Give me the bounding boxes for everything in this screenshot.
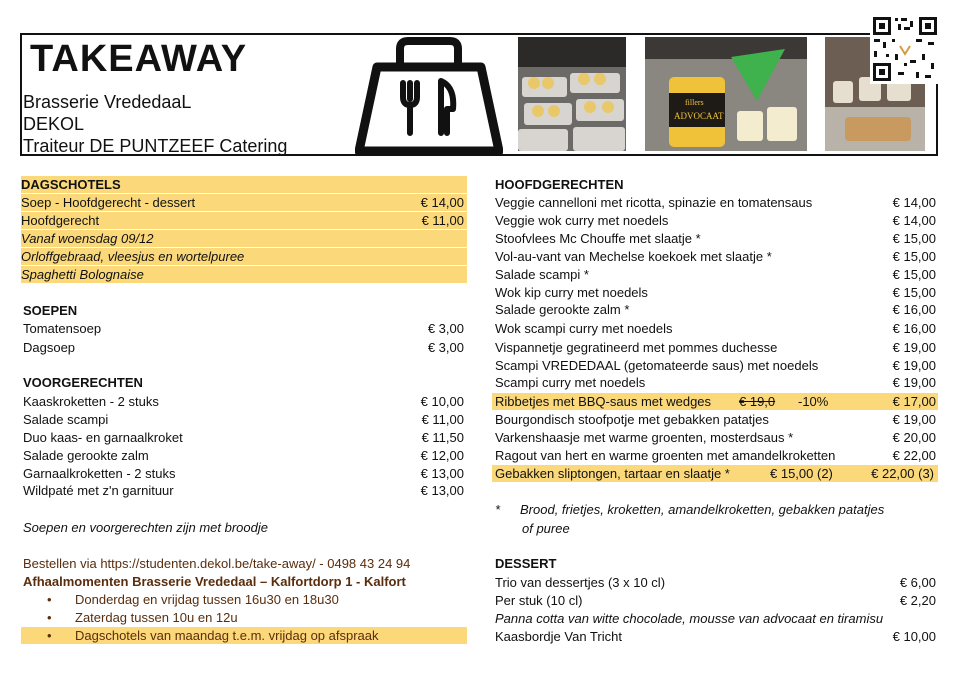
hoofdgerecht-row [495, 320, 936, 337]
hoofdgerecht-name: Bourgondisch stoofpotje met gebakken patatjes [495, 412, 769, 427]
hoofdgerecht-price: € 19,00 [892, 340, 936, 355]
soep-name: Dagsoep [23, 340, 76, 355]
voorgerechten-heading: VOORGERECHTEN [23, 375, 143, 390]
hoofdgerecht-price: € 19,00 [892, 412, 936, 427]
hoofdgerecht-price: € 15,00 [892, 231, 936, 246]
dessert-name: Trio van dessertjes (3 x 10 cl) [495, 575, 666, 590]
voorgerecht-price: € 12,00 [420, 448, 464, 463]
hoofdgerecht-row [495, 357, 936, 374]
hoofdgerecht-row [495, 374, 936, 391]
hoofdgerecht-name: Wok scampi curry met noedels [495, 321, 673, 336]
dagschotel-name: Soep - Hoofdgerecht - dessert [21, 195, 196, 210]
hoofdgerecht-row [495, 284, 936, 301]
hoofdgerecht-row [495, 266, 936, 283]
footnote-line: Brood, frietjes, kroketten, amandelkroketten, gebakken patatjes [520, 502, 885, 517]
hoofdgerecht-price: € 17,00 [892, 394, 936, 409]
hoofdgerecht-price: € 15,00 [892, 249, 936, 264]
dessert-heading: DESSERT [495, 556, 557, 571]
hoofdgerecht-price: € 14,00 [892, 195, 936, 210]
hoofdgerecht-name: Gebakken sliptongen, tartaar en slaatje * [495, 466, 730, 481]
pickup-bullet: • Zaterdag tussen 10u en 12u [47, 610, 238, 625]
hoofdgerecht-name: Varkenshaasje met warme groenten, mosterdsaus * [495, 430, 794, 445]
dagschotel-name: Hoofdgerecht [21, 213, 100, 228]
hoofdgerecht-name: Ragout van hert en warme groenten met amandelkroketten [495, 448, 836, 463]
voorgerecht-name: Wildpaté met z'n garnituur [23, 483, 174, 498]
soep-row [23, 339, 464, 356]
hoofdgerecht-row [495, 339, 936, 356]
dagschotel-note: Spaghetti Bolognaise [21, 266, 467, 283]
pickup-bullet: • Donderdag en vrijdag tussen 16u30 en 18u30 [47, 592, 339, 607]
voorgerecht-row [23, 429, 464, 446]
dagschotel-row [21, 212, 467, 229]
dagschotel-price: € 11,00 [421, 213, 464, 228]
hoofdgerecht-name: Ribbetjes met BBQ-saus met wedges [495, 394, 712, 409]
dessert-price: € 6,00 [899, 575, 936, 590]
hoofdgerecht-name: Salade scampi * [495, 267, 589, 282]
pickup-bullet-text: Dagschotels van maandag t.e.m. vrijdag op afspraak [75, 628, 379, 643]
dessert-price: € 2,20 [899, 593, 936, 608]
pickup-bullet: • Dagschotels van maandag t.e.m. vrijdag op afspraak [21, 627, 467, 644]
soep-row [23, 320, 464, 337]
dagschotel-note: Vanaf woensdag 09/12 [21, 230, 467, 247]
jar-label-text: ADVOCAAT [674, 111, 724, 121]
hoofdgerecht-name: Scampi VREDEDAAL (getomateerde saus) met noedels [495, 358, 819, 373]
voorgerecht-price: € 13,00 [420, 483, 464, 498]
voorgerecht-row [23, 393, 464, 410]
hoofdgerecht-name: Vol-au-vant van Mechelse koekoek met slaatje * [495, 249, 772, 264]
voorgerecht-name: Salade gerookte zalm [23, 448, 149, 463]
mid-price: € 15,00 (2) [770, 466, 833, 481]
order-link[interactable]: Bestellen via https://studenten.dekol.be/take-away/ - 0498 43 24 94 [23, 556, 411, 571]
qr-code-icon[interactable] [870, 14, 940, 84]
pickup-bullet-text: Zaterdag tussen 10u en 12u [75, 610, 238, 625]
discount-badge: -10% [798, 394, 829, 409]
soep-price: € 3,00 [427, 321, 464, 336]
dessert-row [495, 592, 936, 609]
hoofdgerecht-price: € 16,00 [892, 302, 936, 317]
header-line-dekol: DEKOL [23, 114, 85, 134]
voorgerecht-row [23, 411, 464, 428]
hoofdgerecht-price: € 15,00 [892, 267, 936, 282]
dessert-note: Panna cotta van witte chocolade, mousse van advocaat en tiramisu [495, 611, 884, 626]
header-line-catering: Traiteur DE PUNTZEEF Catering [23, 136, 288, 156]
dagschotel-row [21, 194, 467, 211]
dessert-name: Per stuk (10 cl) [495, 593, 583, 608]
hoofdgerecht-row [495, 429, 936, 446]
footnote-star: * [495, 502, 501, 517]
page-title: TAKEAWAY [30, 38, 248, 80]
voorgerecht-price: € 11,50 [421, 430, 464, 445]
hoofdgerecht-row [495, 230, 936, 247]
hoofdgerecht-row-promo [492, 393, 938, 410]
hoofdgerecht-price: € 14,00 [892, 213, 936, 228]
hoofdgerecht-price: € 22,00 (3) [871, 466, 934, 481]
voorgerecht-row [23, 465, 464, 482]
voorgerecht-name: Kaaskroketten - 2 stuks [23, 394, 159, 409]
hoofdgerecht-name: Salade gerookte zalm * [495, 302, 630, 317]
dagschotel-price: € 14,00 [420, 195, 464, 210]
voorgerecht-price: € 11,00 [421, 412, 464, 427]
voorgerecht-name: Duo kaas- en garnaalkroket [23, 430, 183, 445]
dessert-row [495, 628, 936, 645]
hoofdgerecht-name: Stoofvlees Mc Chouffe met slaatje * [495, 231, 701, 246]
soepen-heading: SOEPEN [23, 303, 78, 318]
dagschotels-heading: DAGSCHOTELS [21, 176, 467, 193]
dessert-name: Kaasbordje Van Tricht [495, 629, 622, 644]
dessert-price: € 10,00 [892, 629, 936, 644]
hoofdgerecht-name: Veggie wok curry met noedels [495, 213, 669, 228]
voorgerecht-row [23, 482, 464, 499]
voorgerecht-price: € 13,00 [420, 466, 464, 481]
hoofdgerecht-row [495, 194, 936, 211]
hoofdgerecht-price: € 20,00 [892, 430, 936, 445]
hoofdgerecht-price: € 15,00 [892, 285, 936, 300]
hoofdgerecht-row [495, 212, 936, 229]
voorgerecht-row [23, 447, 464, 464]
hoofdgerecht-row [495, 447, 936, 464]
voorgerecht-name: Salade scampi [23, 412, 109, 427]
hoofdgerecht-price: € 19,00 [892, 358, 936, 373]
takeaway-bag-icon [355, 37, 503, 157]
hoofdgerecht-price: € 19,00 [892, 375, 936, 390]
voorgerecht-name: Garnaalkroketten - 2 stuks [23, 466, 176, 481]
footnote-line: of puree [522, 521, 570, 536]
header-line-brasserie: Brasserie VrededaaL [23, 92, 192, 112]
old-price: € 19,0 [739, 394, 776, 409]
food-trays-photo [518, 37, 626, 151]
soep-price: € 3,00 [427, 340, 464, 355]
jar-brand-text: fillers [685, 98, 704, 107]
hoofdgerecht-row [495, 411, 936, 428]
dagschotel-note: Orloffgebraad, vleesjus en wortelpuree [21, 248, 467, 265]
pickup-heading: Afhaalmomenten Brasserie Vrededaal – Kalfortdorp 1 - Kalfort [23, 574, 406, 589]
sauce-jar-photo [645, 37, 807, 151]
hoofdgerecht-row [495, 248, 936, 265]
hoofdgerecht-name: Wok kip curry met noedels [495, 285, 648, 300]
hoofdgerecht-name: Veggie cannelloni met ricotta, spinazie en tomatensaus [495, 195, 813, 210]
pickup-bullet-text: Donderdag en vrijdag tussen 16u30 en 18u30 [75, 592, 339, 607]
hoofdgerecht-row [495, 301, 936, 318]
hoofdgerecht-row-promo [492, 465, 938, 482]
soep-name: Tomatensoep [23, 321, 102, 336]
broodje-note: Soepen en voorgerechten zijn met broodje [23, 520, 268, 535]
voorgerecht-price: € 10,00 [420, 394, 464, 409]
hoofdgerecht-name: Scampi curry met noedels [495, 375, 646, 390]
hoofdgerechten-heading: HOOFDGERECHTEN [495, 177, 624, 192]
hoofdgerecht-name: Vispannetje gegratineerd met pommes duchesse [495, 340, 778, 355]
dessert-row [495, 574, 936, 591]
hoofdgerecht-price: € 16,00 [892, 321, 936, 336]
hoofdgerecht-price: € 22,00 [892, 448, 936, 463]
